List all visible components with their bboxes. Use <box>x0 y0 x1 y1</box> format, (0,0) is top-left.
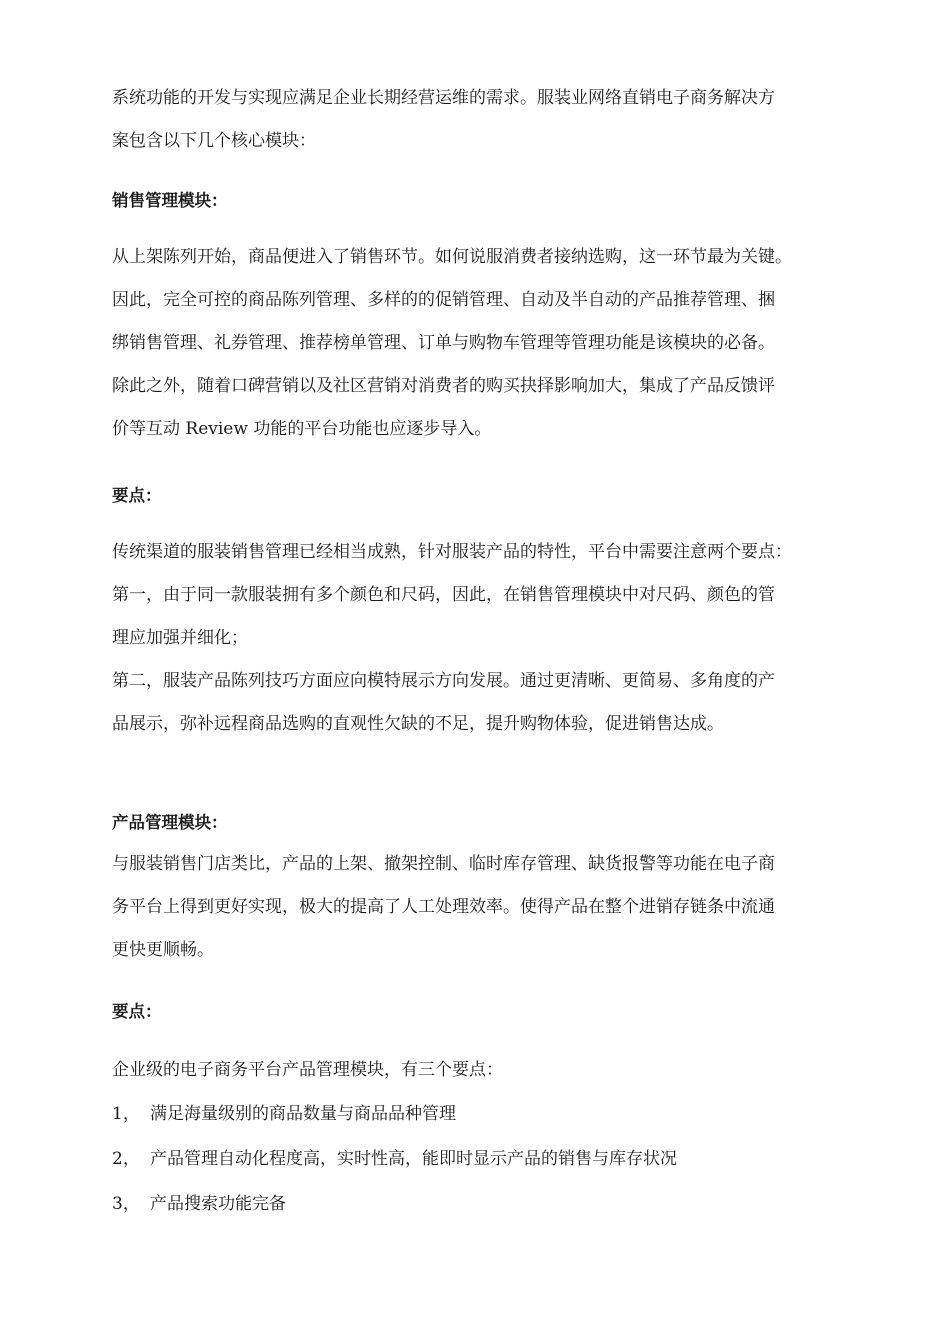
text-line: 第一，由于同一款服装拥有多个颜色和尺码，因此，在销售管理模块中对尺码、颜色的管 <box>112 585 775 605</box>
text-line: 更快更顺畅。 <box>112 940 214 960</box>
text-line: 因此，完全可控的商品陈列管理、多样的的促销管理、自动及半自动的产品推荐管理、捆 <box>112 290 775 310</box>
text-line: 案包含以下几个核心模块： <box>112 131 316 151</box>
text-line: 理应加强并细化； <box>112 628 248 648</box>
text-line: 第二，服装产品陈列技巧方面应向模特展示方向发展。通过更清晰、更简易、多角度的产 <box>112 671 775 691</box>
intro-paragraph <box>112 77 872 163</box>
list-number: 2， <box>112 1149 140 1169</box>
text-line: 与服装销售门店类比，产品的上架、撤架控制、临时库存管理、缺货报警等功能在电子商 <box>112 854 775 874</box>
text-line: 绑销售管理、礼券管理、推荐榜单管理、订单与购物车管理等管理功能是该模块的必备。 <box>112 333 775 353</box>
list-text: 产品管理自动化程度高，实时性高，能即时显示产品的销售与库存状况 <box>150 1149 677 1169</box>
text-line: 除此之外，随着口碑营销以及社区营销对消费者的购买抉择影响加大，集成了产品反馈评 <box>112 376 775 396</box>
list-text: 满足海量级别的商品数量与商品品种管理 <box>150 1104 456 1124</box>
list-item <box>112 1190 286 1218</box>
text-line: 系统功能的开发与实现应满足企业长期经营运维的需求。服装业网络直销电子商务解决方 <box>112 88 775 108</box>
sales-module-heading: 销售管理模块： <box>112 191 228 210</box>
list-item <box>112 1145 677 1173</box>
list-item <box>112 1100 456 1128</box>
product-points-intro: 企业级的电子商务平台产品管理模块，有三个要点： <box>112 1060 503 1080</box>
sales-points-paragraph <box>112 531 872 746</box>
text-line: 品展示，弥补远程商品选购的直观性欠缺的不足，提升购物体验，促进销售达成。 <box>112 714 724 734</box>
text-line: 从上架陈列开始，商品便进入了销售环节。如何说服消费者接纳选购，这一环节最为关键。 <box>112 247 792 267</box>
list-number: 3， <box>112 1194 140 1214</box>
text-line: 价等互动 Review 功能的平台功能也应逐步导入。 <box>112 419 492 439</box>
sales-points-heading: 要点： <box>112 486 162 505</box>
sales-module-paragraph <box>112 236 872 451</box>
product-points-heading: 要点： <box>112 1002 162 1021</box>
list-text: 产品搜索功能完备 <box>150 1194 286 1214</box>
text-line: 传统渠道的服装销售管理已经相当成熟，针对服装产品的特性，平台中需要注意两个要点： <box>112 542 792 562</box>
product-module-heading: 产品管理模块： <box>112 813 228 832</box>
product-module-paragraph <box>112 843 872 972</box>
list-number: 1， <box>112 1104 140 1124</box>
text-line: 务平台上得到更好实现，极大的提高了人工处理效率。使得产品在整个进销存链条中流通 <box>112 897 775 917</box>
